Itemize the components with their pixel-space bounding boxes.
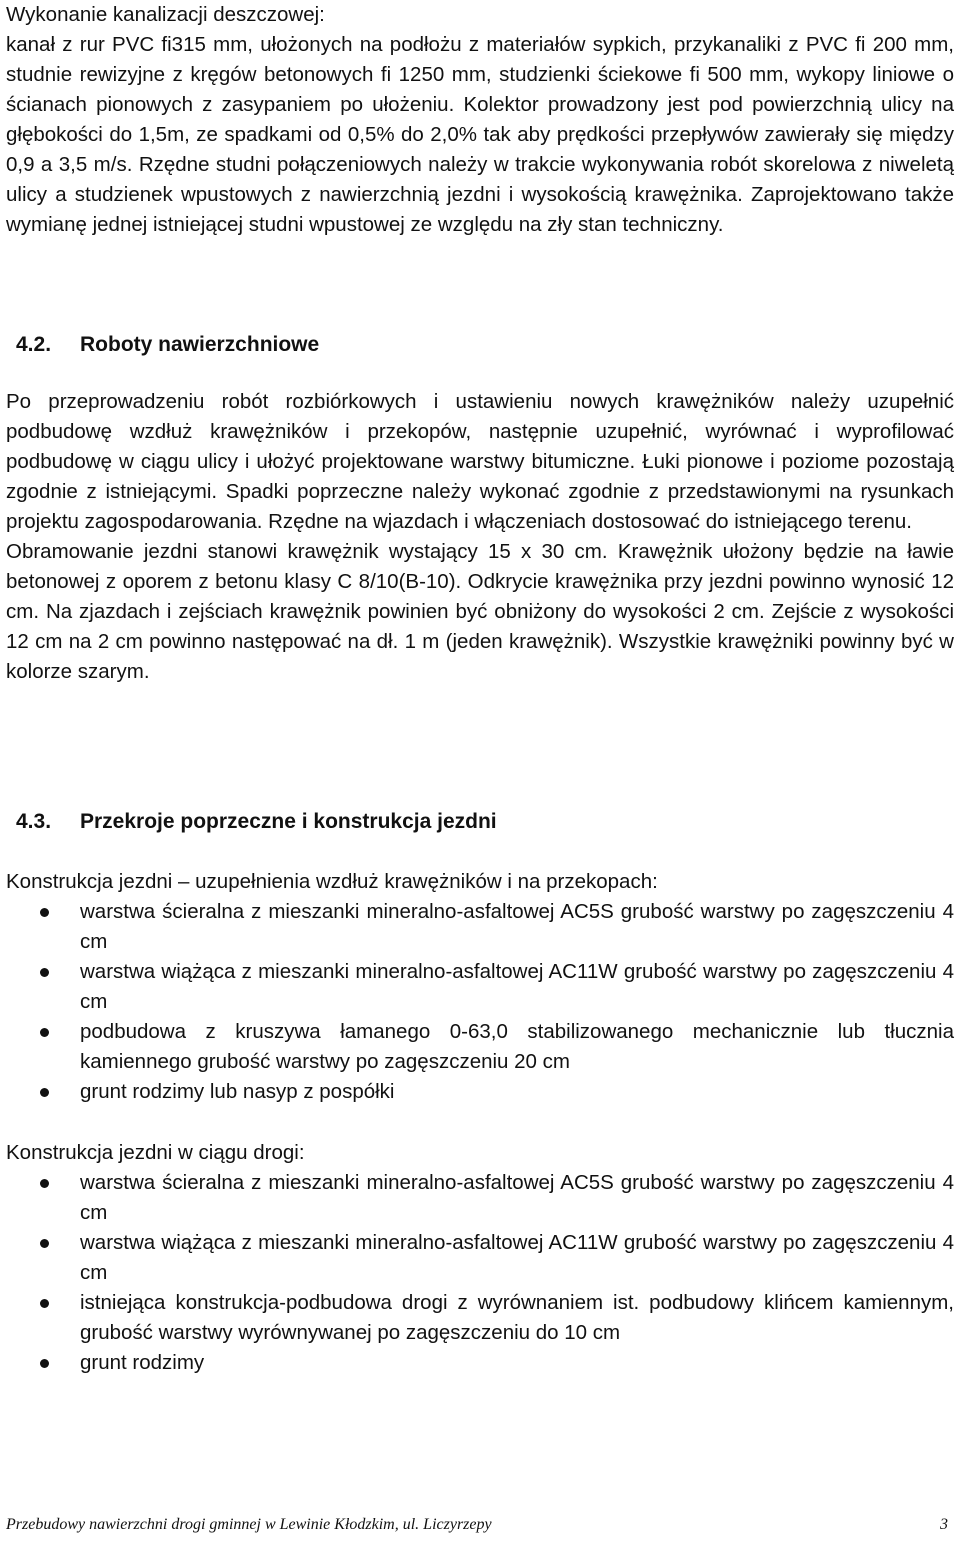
list-item [6, 1228, 954, 1288]
bullet-icon [40, 1088, 49, 1097]
surface-works-section [6, 387, 954, 687]
layer-list [6, 1168, 954, 1378]
bullet-icon [40, 1028, 49, 1037]
bullet-icon [40, 968, 49, 977]
surface-works-paragraph: Po przeprowadzeniu robót rozbiórkowych i ustawieniu nowych krawężników należy uzupełnić podbudowę wzdłuż krawężników i przekopów, następnie uzupełnić, wyrównać i wyprofilować podbudowę w ciągu ulicy i ułożyć projektowane warstwy bitumiczne. Łuki pionowe i poziome pozostają zgodnie z istniejącymi. Spadki poprzeczne należy wykonać zgodnie z przedstawionymi na rysunkach projektu zagospodarowania. Rzędne na wjazdach i włączeniach dostosować do istniejącego terenu. [6, 390, 954, 533]
page-footer [6, 1515, 954, 1535]
curb-paragraph: Obramowanie jezdni stanowi krawężnik wystający 15 x 30 cm. Krawężnik ułożony będzie na ławie betonowej z oporem z betonu klasy C 8/10(B-10). Odkrycie krawężnika przy jezdni powinno wynosić 12 cm. Na zjazdach i zejściach krawężnik powinien być obniżony do wysokości 2 cm. Zejście z wysokości 12 cm na 2 cm powinno następować na dł. 1 m (jeden krawężnik). Wszystkie krawężniki powinny być w kolorze szarym. [6, 540, 954, 683]
list-item-text: grunt rodzimy lub nasyp z pospółki [80, 1080, 395, 1103]
bullet-icon [40, 908, 49, 917]
drainage-section [6, 0, 954, 240]
section-title: Roboty nawierzchniowe [80, 333, 320, 356]
footer-text: Przebudowy nawierzchni drogi gminnej w Lewinie Kłodzkim, ul. Liczyrzepy [6, 1516, 492, 1533]
layer-list [6, 897, 954, 1107]
list-item [6, 1348, 954, 1378]
list-item-text: warstwa wiążąca z mieszanki mineralno-asfaltowej AC11W grubość warstwy po zagęszczeniu 4 cm [80, 1231, 954, 1284]
list-item-text: warstwa ścieralna z mieszanki mineralno-asfaltowej AC5S grubość warstwy po zagęszczeniu 4 cm [80, 1171, 954, 1224]
drainage-paragraph: kanał z rur PVC fi315 mm, ułożonych na podłożu z materiałów sypkich, przykanaliki z PVC fi 200 mm, studnie rewizyjne z kręgów betonowych fi 1250 mm, studzienki ściekowe fi 500 mm, wykopy liniowe o ścianach pionowych z zasypaniem po ułożeniu. Kolektor prowadzony jest pod powierzchnią ulicy na głębokości do 1,5m, ze spadkami od 0,5% do 2,0% tak aby prędkości przepływów zawierały się między 0,9 a 3,5 m/s. Rzędne studni połączeniowych należy w trakcie wykonywania robót skorelowa z niweletą ulicy a studzienek wpustowych z nawierzchnią jezdni i wysokością krawężnika. Zaprojektowano także wymianę jednej istniejącej studni wpustowej ze względu na zły stan techniczny. [6, 33, 954, 236]
construction-list-2 [6, 1138, 954, 1378]
section-title: Przekroje poprzeczne i konstrukcja jezdni [80, 810, 497, 833]
list-intro: Konstrukcja jezdni – uzupełnienia wzdłuż krawężników i na przekopach: [6, 870, 658, 893]
drainage-title-line: Wykonanie kanalizacji deszczowej: [6, 3, 325, 26]
bullet-icon [40, 1179, 49, 1188]
list-item-text: warstwa ścieralna z mieszanki mineralno-asfaltowej AC5S grubość warstwy po zagęszczeniu 4 cm [80, 900, 954, 953]
list-item [6, 1168, 954, 1228]
list-item [6, 1288, 954, 1348]
list-item-text: grunt rodzimy [80, 1351, 205, 1374]
section-heading-4-3 [16, 807, 497, 837]
list-item-text: warstwa wiążąca z mieszanki mineralno-asfaltowej AC11W grubość warstwy po zagęszczeniu 4 cm [80, 960, 954, 1013]
list-intro: Konstrukcja jezdni w ciągu drogi: [6, 1141, 305, 1164]
page-number: 3 [940, 1516, 948, 1533]
section-number: 4.2. [16, 333, 52, 356]
list-item [6, 957, 954, 1017]
bullet-icon [40, 1239, 49, 1248]
construction-list-1 [6, 867, 954, 1107]
bullet-icon [40, 1299, 49, 1308]
section-number: 4.3. [16, 810, 52, 833]
list-item-text: istniejąca konstrukcja-podbudowa drogi z wyrównaniem ist. podbudowy klińcem kamiennym, grubość warstwy wyrównywanej po zagęszczeniu do 10 cm [80, 1291, 954, 1344]
list-item-text: podbudowa z kruszywa łamanego 0-63,0 stabilizowanego mechanicznie lub tłucznia kamiennego grubość warstwy po zagęszczeniu 20 cm [80, 1020, 954, 1073]
bullet-icon [40, 1359, 49, 1368]
list-item [6, 897, 954, 957]
list-item [6, 1017, 954, 1077]
list-item [6, 1077, 954, 1107]
section-heading-4-2 [16, 330, 319, 360]
